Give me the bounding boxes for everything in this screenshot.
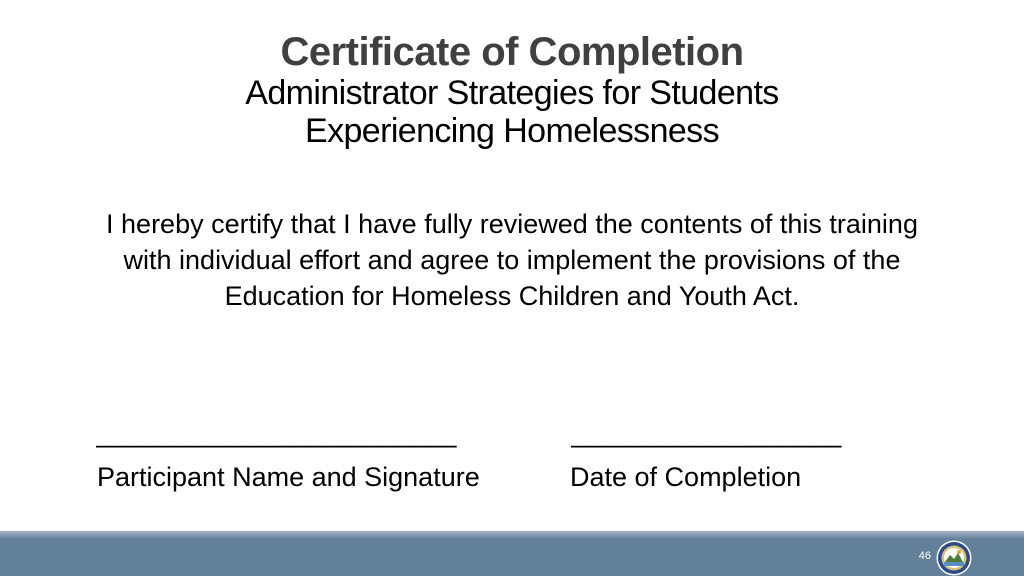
participant-signature-line: ________________________ [96,418,457,448]
certificate-title: Certificate of Completion [280,30,744,74]
date-signature-line: __________________ [571,418,842,448]
certificate-subtitle-line-2: Experiencing Homelessness [305,112,719,150]
page-number: 46 [918,550,931,562]
date-completion-label: Date of Completion [570,462,802,492]
title-block [0,30,1024,150]
state-seal-icon [936,540,972,576]
certification-statement: I hereby certify that I have fully reviewed the contents of this training with individual effort and agree to implement the provisions of the Education for Homeless Children and Youth Act. [106,209,918,311]
certificate-subtitle-line-1: Administrator Strategies for Students [245,74,779,112]
participant-signature-label: Participant Name and Signature [97,462,480,492]
footer-highlight [0,531,1024,539]
